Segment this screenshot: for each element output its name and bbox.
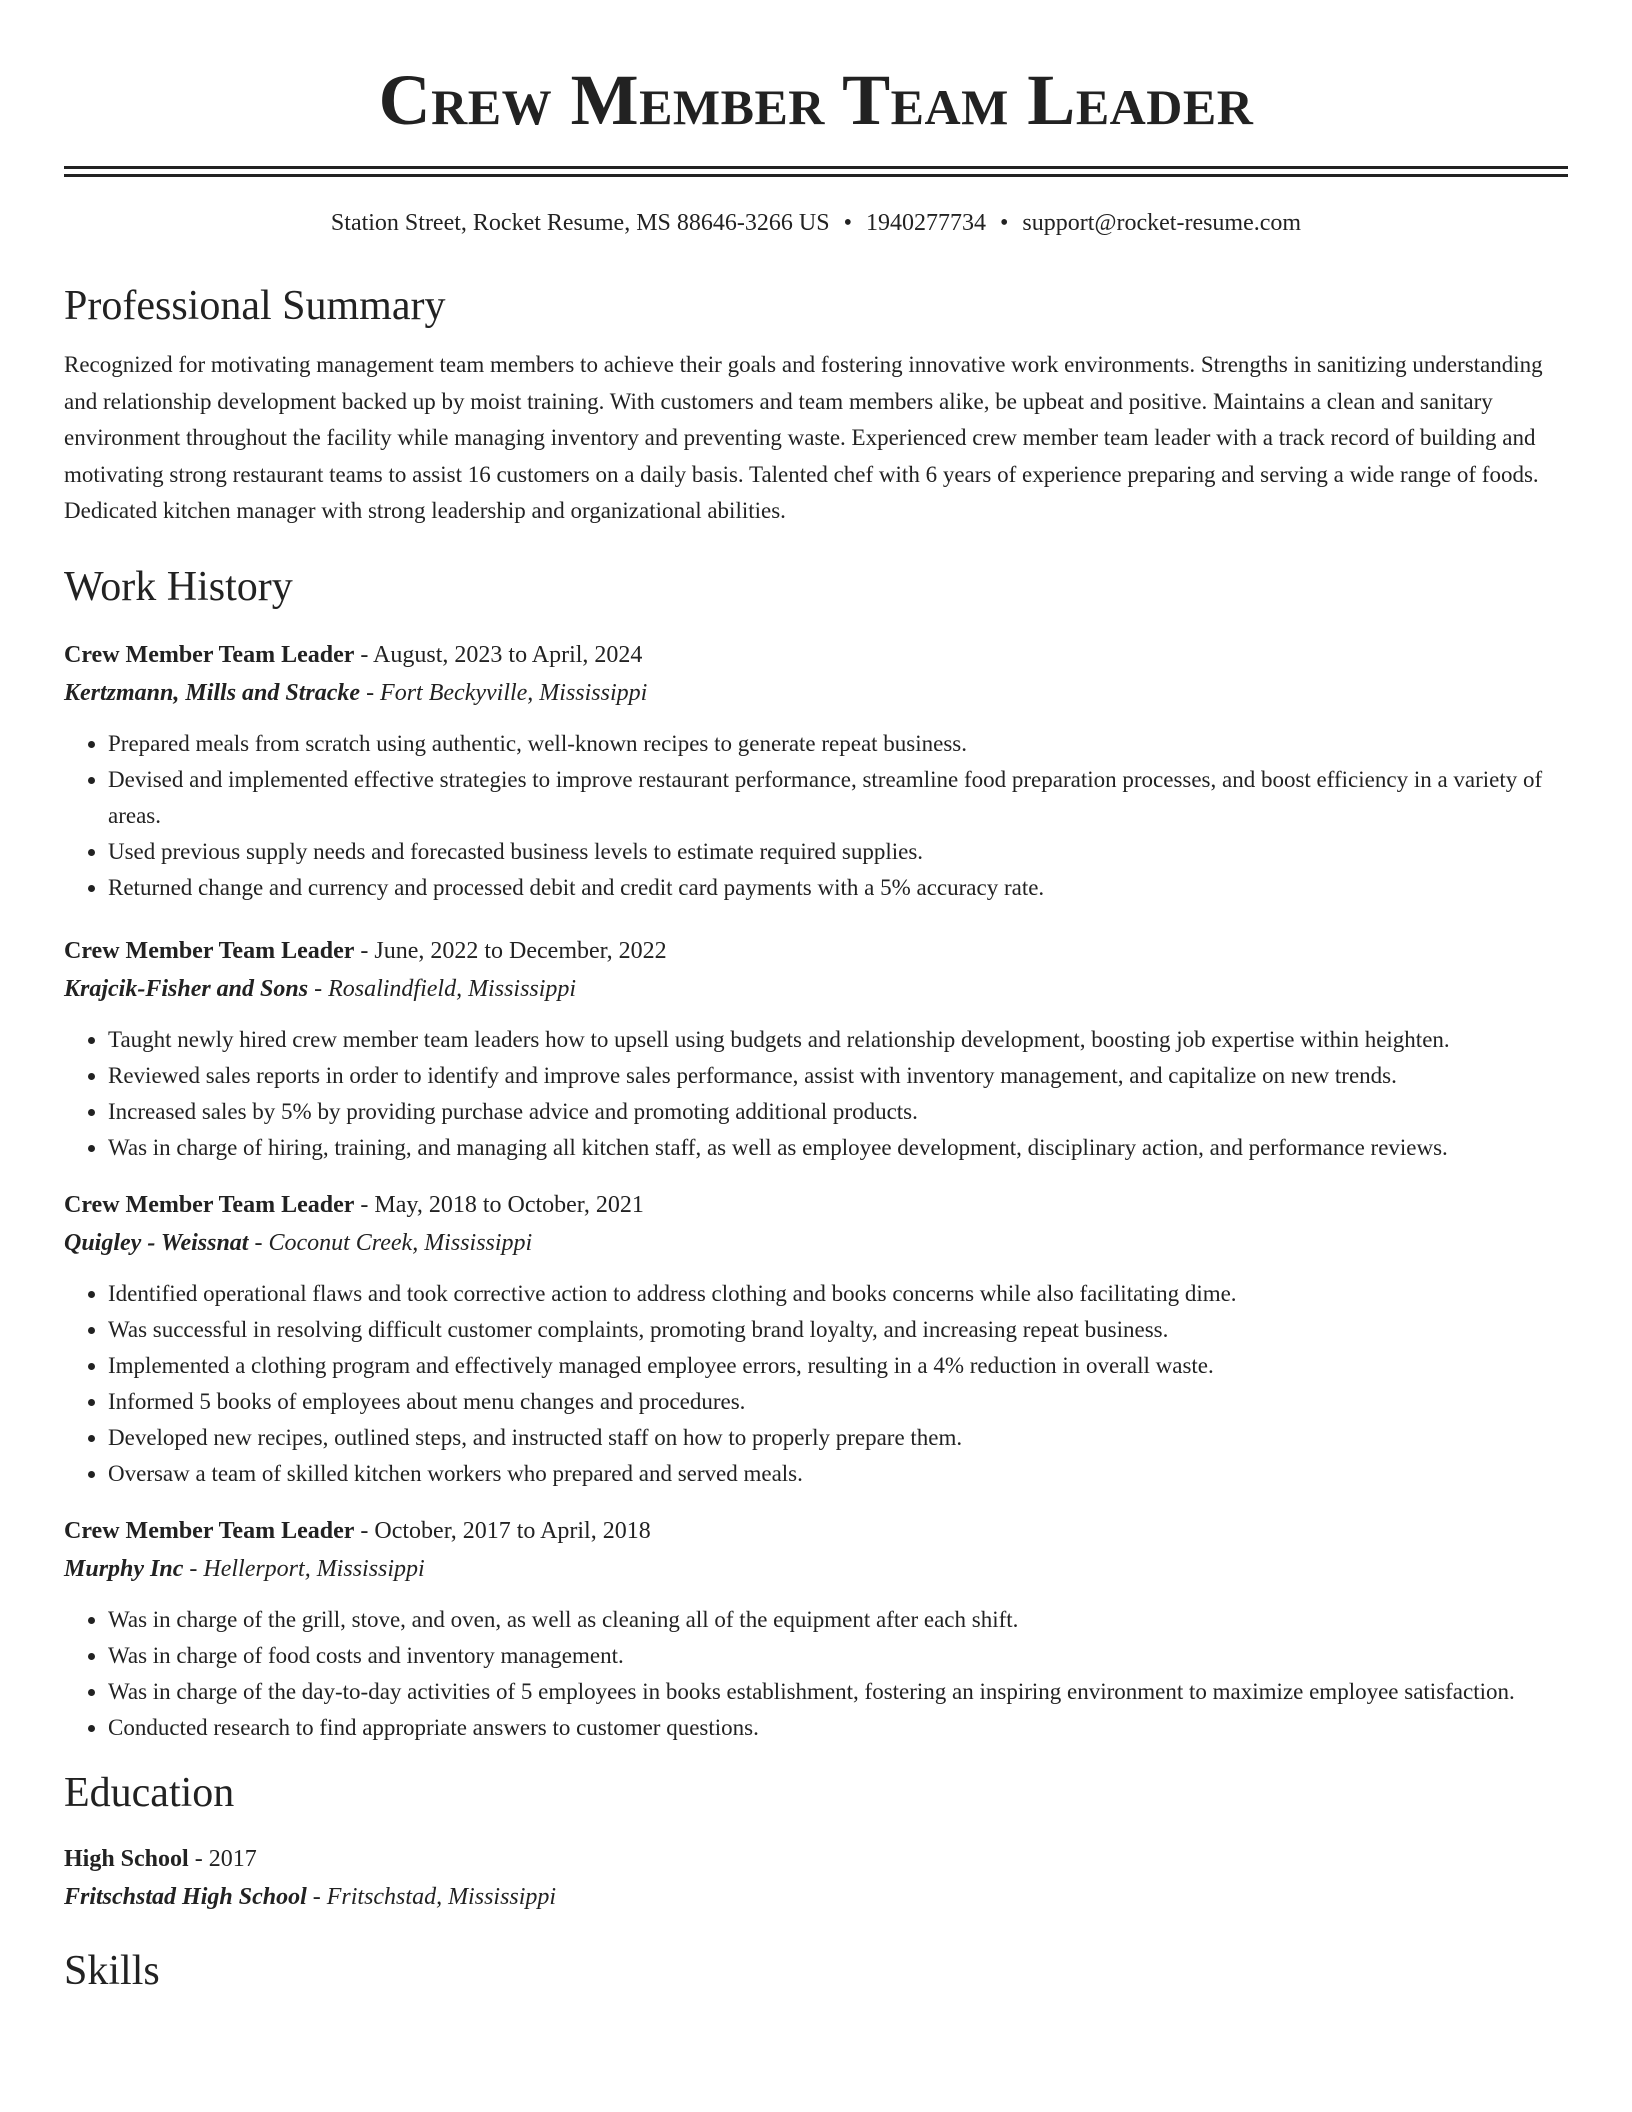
contact-line: [64, 211, 1568, 235]
job-bullet: • Was in charge of the grill, stove, and oven, as well as cleaning all of the equipment after each shift.: [108, 1602, 1568, 1638]
work-history-list: [64, 636, 1568, 1746]
job-bullet-list: [64, 1602, 1568, 1746]
job-bullet-list: [64, 1276, 1568, 1492]
job-bullet: • Was in charge of hiring, training, and managing all kitchen staff, as well as employee development, disciplinary action, and performance reviews.: [108, 1130, 1568, 1166]
job-location: - Hellerport, Mississippi: [183, 1555, 425, 1582]
job-location: - Coconut Creek, Mississippi: [248, 1229, 533, 1256]
job-bullet: • Identified operational flaws and took corrective action to address clothing and books concerns while also facilitating dime.: [108, 1276, 1568, 1312]
job-location: - Rosalindfield, Mississippi: [308, 975, 577, 1002]
job-bullet: • Taught newly hired crew member team leaders how to upsell using budgets and relationship development, boosting job expertise within heighten.: [108, 1022, 1568, 1058]
job-title: Crew Member Team Leader: [64, 1517, 355, 1544]
job-bullet: • Was in charge of the day-to-day activities of 5 employees in books establishment, fostering an inspiring environment to maximize employee satisfaction.: [108, 1674, 1568, 1710]
job-entry: [64, 932, 1568, 1166]
education-school: Fritschstad High School: [64, 1883, 307, 1910]
job-bullet: • Was successful in resolving difficult customer complaints, promoting brand loyalty, and increasing repeat business.: [108, 1312, 1568, 1348]
job-dates: - August, 2023 to April, 2024: [354, 641, 643, 668]
job-bullet: • Was in charge of food costs and inventory management.: [108, 1638, 1568, 1674]
job-dates: - May, 2018 to October, 2021: [354, 1191, 644, 1218]
job-employer-line: [64, 970, 1568, 1008]
education-school-line: [64, 1878, 1568, 1916]
contact-separator: •: [999, 210, 1009, 236]
job-entry: [64, 1512, 1568, 1746]
job-dates: - October, 2017 to April, 2018: [354, 1517, 651, 1544]
job-employer: Quigley - Weissnat: [64, 1229, 249, 1256]
job-employer-line: [64, 1550, 1568, 1588]
job-bullet: • Reviewed sales reports in order to identify and improve sales performance, assist with inventory management, and capitalize on new trends.: [108, 1058, 1568, 1094]
contact-address: Station Street, Rocket Resume, MS 88646-3266 US: [330, 210, 830, 236]
job-bullet: • Prepared meals from scratch using authentic, well-known recipes to generate repeat business.: [108, 726, 1568, 762]
job-employer: Krajcik-Fisher and Sons: [64, 975, 309, 1002]
header-double-rule: [64, 166, 1568, 177]
job-bullet: • Implemented a clothing program and effectively managed employee errors, resulting in a 4% reduction in overall waste.: [108, 1348, 1568, 1384]
job-bullet: • Returned change and currency and processed debit and credit card payments with a 5% accuracy rate.: [108, 870, 1568, 906]
job-employer: Kertzmann, Mills and Stracke: [64, 679, 361, 706]
job-employer-line: [64, 1224, 1568, 1262]
job-bullet-list: [64, 726, 1568, 906]
education-heading: Education: [64, 1769, 235, 1816]
job-employer-line: [64, 674, 1568, 712]
job-title: Crew Member Team Leader: [64, 1191, 355, 1218]
summary-text: Recognized for motivating management team members to achieve their goals and fostering innovative work environments. Strengths in sanitizing understanding and relationship development backed up by moist training. With customers and team members alike, be upbeat and positive. Maintains a clean and sanitary environment throughout the facility while managing inventory and preventing waste. Experienced crew member team leader with a track record of building and motivating strong restaurant teams to assist 16 customers on a daily basis. Talented chef with 6 years of experience preparing and serving a wide range of foods. Dedicated kitchen manager with strong leadership and organizational abilities.: [64, 352, 1543, 523]
job-title-line: [64, 1512, 1568, 1550]
job-location: - Fort Beckyville, Mississippi: [360, 679, 648, 706]
job-title: Crew Member Team Leader: [64, 937, 355, 964]
job-bullet: • Increased sales by 5% by providing purchase advice and promoting additional products.: [108, 1094, 1568, 1130]
education-location: - Fritschstad, Mississippi: [306, 1883, 557, 1910]
job-employer: Murphy Inc: [64, 1555, 184, 1582]
job-entry: [64, 636, 1568, 906]
skills-heading: Skills: [64, 1947, 160, 1994]
education-degree-line: [64, 1840, 1568, 1878]
job-bullet: • Informed 5 books of employees about menu changes and procedures.: [108, 1384, 1568, 1420]
job-bullet: • Developed new recipes, outlined steps, and instructed staff on how to properly prepare them.: [108, 1420, 1568, 1456]
contact-separator: •: [843, 210, 852, 236]
job-bullet-list: [64, 1022, 1568, 1166]
job-title: Crew Member Team Leader: [64, 641, 355, 668]
contact-email[interactable]: support@rocket-resume.com: [1022, 210, 1302, 236]
contact-phone: 1940277734: [865, 210, 986, 236]
job-bullet: • Used previous supply needs and forecasted business levels to estimate required supplies.: [108, 834, 1568, 870]
education-year: - 2017: [188, 1845, 257, 1872]
job-title-line: [64, 1186, 1568, 1224]
job-entry: [64, 1186, 1568, 1492]
resume-name: Crew Member Team Leader: [378, 60, 1254, 140]
job-bullet: • Oversaw a team of skilled kitchen workers who prepared and served meals.: [108, 1456, 1568, 1492]
job-bullet: • Conducted research to find appropriate answers to customer questions.: [108, 1710, 1568, 1746]
job-bullet: • Devised and implemented effective strategies to improve restaurant performance, streamline food preparation processes, and boost efficiency in a variety of areas.: [108, 762, 1568, 834]
job-dates: - June, 2022 to December, 2022: [354, 937, 667, 964]
summary-heading: Professional Summary: [64, 283, 446, 329]
work-history-heading: Work History: [64, 563, 293, 610]
job-title-line: [64, 636, 1568, 674]
education-entry: [64, 1840, 1568, 1916]
education-degree: High School: [64, 1845, 189, 1872]
job-title-line: [64, 932, 1568, 970]
